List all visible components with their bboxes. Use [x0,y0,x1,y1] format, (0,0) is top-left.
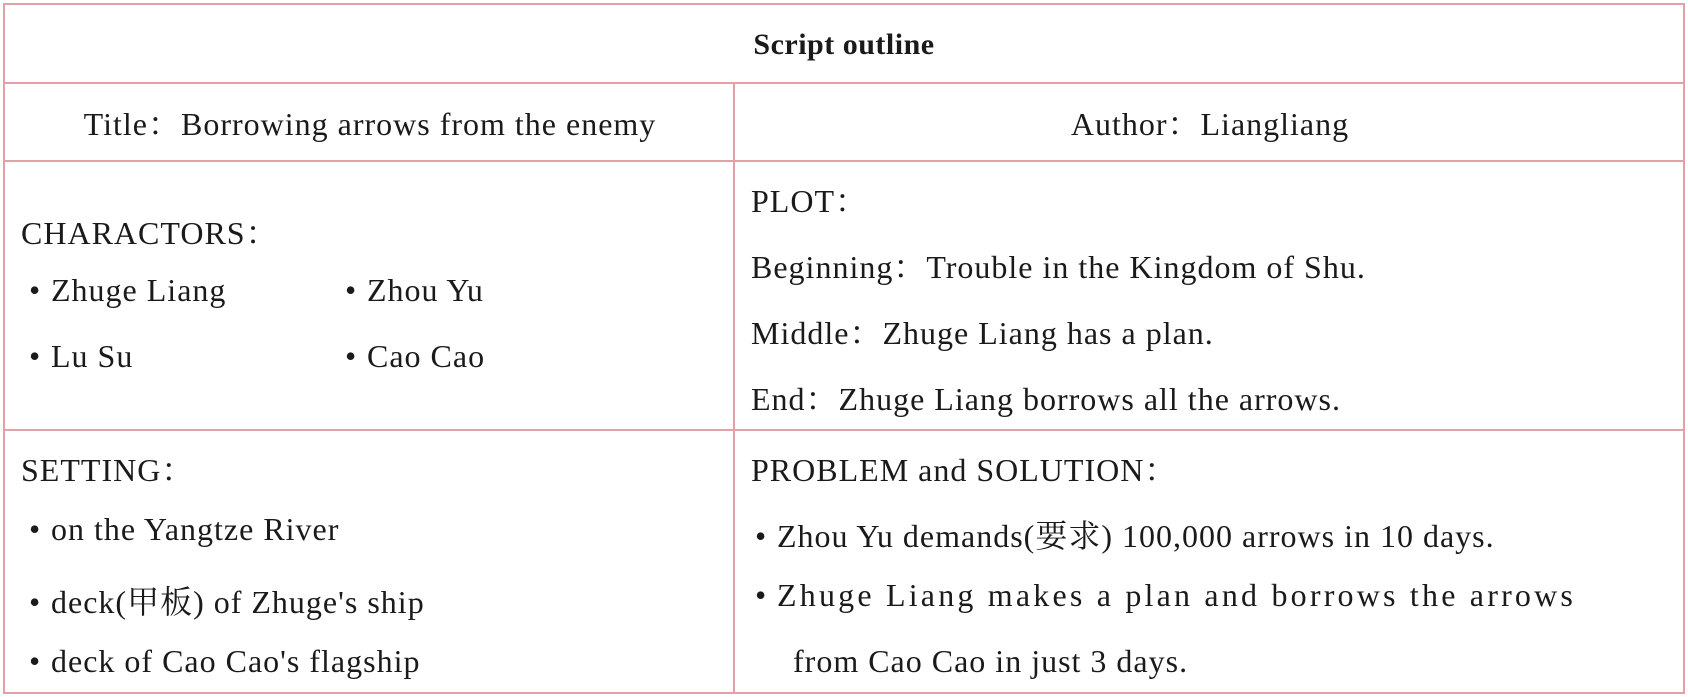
list-item: • Zhuge Liang [29,272,227,308]
plot-heading: PLOT： [751,183,869,219]
bullet-icon: • [29,272,42,308]
list-item: • deck of Cao Cao's flagship [29,643,421,679]
list-item: • on the Yangtze River [29,511,340,547]
bullet-icon: • [29,511,42,547]
plot-cell [735,162,1683,430]
characters-cell [5,162,733,430]
script-outline-table [3,3,1685,694]
list-item: • Cao Cao [345,338,486,374]
characters-heading: CHARACTORS： [21,215,279,251]
plot-line: Middle：Zhuge Liang has a plan. [751,315,1214,351]
list-item: • Zhou Yu [345,272,484,308]
setting-cell [5,431,733,694]
table-header: Script outline [753,27,935,61]
bullet-icon: • [29,338,42,374]
list-item: • Zhou Yu demands(要求) 100,000 arrows in 10 days. [755,518,1495,554]
bullet-icon: • [755,577,770,613]
bullet-icon: • [29,643,42,679]
list-item-continuation: from Cao Cao in just 3 days. [793,643,1189,679]
title-cell: Title：Borrowing arrows from the enemy [83,106,657,142]
author-cell: Author：Liangliang [1070,106,1350,142]
list-item: • deck(甲板) of Zhuge's ship [29,584,425,620]
list-item: • Zhuge Liang makes a plan and borrows the arrows [755,577,1577,613]
problem-solution-heading: PROBLEM and SOLUTION： [751,452,1178,488]
bullet-icon: • [345,272,358,308]
plot-line: End：Zhuge Liang borrows all the arrows. [751,381,1341,417]
setting-heading: SETTING： [21,452,195,488]
bullet-icon: • [29,584,42,620]
problem-solution-cell [735,431,1683,694]
bullet-icon: • [345,338,358,374]
list-item: • Lu Su [29,338,134,374]
plot-line: Beginning：Trouble in the Kingdom of Shu. [751,249,1366,285]
bullet-icon: • [755,518,768,554]
